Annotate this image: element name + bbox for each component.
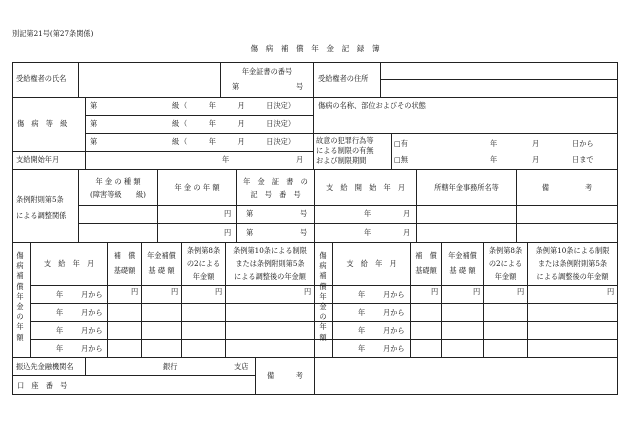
- left-r2-kara: 月から: [81, 308, 103, 317]
- grade-row3-dai: 第: [90, 137, 98, 146]
- left-col-art8-2: の2による: [186, 259, 221, 268]
- right-col-total-1: 年金補償: [448, 251, 477, 260]
- right-r1-nen: 年: [358, 290, 366, 299]
- start-tsuki: 月: [296, 155, 304, 164]
- left-col-total-1: 年金補償: [147, 251, 176, 260]
- left-r4-kara: 月から: [81, 344, 103, 353]
- adjust-r1-tsuki: 月: [403, 209, 411, 218]
- amount-side-label-left: 傷病補償年金の年額: [16, 251, 24, 342]
- adjust-r2-tsuki: 月: [403, 228, 411, 237]
- bank-ginko: 銀行: [163, 362, 178, 371]
- adjust-r2-go: 号: [300, 228, 308, 237]
- right-r3-kara: 月から: [383, 326, 405, 335]
- start-nen: 年: [222, 155, 230, 164]
- adjust-r1-yen: 円: [224, 209, 232, 218]
- adjust-r2-dai: 第: [246, 228, 254, 237]
- office-label: 所轄年金事務所名等: [434, 183, 499, 192]
- bank-remarks-label: 備 考: [267, 371, 303, 380]
- right-r2-nen: 年: [358, 308, 366, 317]
- left-col-art10-2: または条例附則第5条: [235, 259, 305, 268]
- left-r1-nen: 年: [56, 290, 64, 299]
- right-col-period: 支 給 年 月: [346, 259, 397, 268]
- left-r2-nen: 年: [56, 308, 64, 317]
- left-r1-yen-3: 円: [215, 287, 223, 296]
- recipient-name-field[interactable]: [79, 63, 219, 96]
- left-r1-kara: 月から: [81, 290, 103, 299]
- bank-shiten: 支店: [234, 362, 249, 371]
- cert-dai: 第: [232, 82, 240, 91]
- left-col-base-2: 基礎額: [113, 266, 136, 275]
- crime-label-1: 故意の犯罪行為等: [316, 136, 374, 145]
- left-r3-kara: 月から: [81, 326, 103, 335]
- left-r1-yen-1: 円: [131, 287, 139, 296]
- left-col-art10-1: 条例第10条による制限: [233, 246, 307, 255]
- left-col-total-2: 基 礎 額: [148, 266, 175, 275]
- right-r4-nen: 年: [358, 344, 366, 353]
- grade-row2-dai: 第: [90, 119, 98, 128]
- crime-from-nichi: 日から: [572, 139, 594, 148]
- right-col-art10-2: または条例附則第5条: [537, 259, 608, 268]
- form-number: 別記第21号(第27条関係): [12, 29, 94, 38]
- right-r1-yen-1: 円: [431, 287, 439, 296]
- left-r1-yen-4: 円: [304, 287, 312, 296]
- grade-row1-dai: 第: [90, 101, 98, 110]
- left-r3-nen: 年: [56, 326, 64, 335]
- adjust-r2-nen: 年: [364, 228, 372, 237]
- right-r4-kara: 月から: [383, 344, 405, 353]
- crime-no-checkbox[interactable]: □無: [394, 155, 408, 164]
- grade-row2-kyu: 級: [172, 119, 180, 128]
- cert-code-label-1: 年 金 証 書 の: [243, 177, 308, 186]
- adjust-remarks-label: 備 考: [541, 183, 593, 192]
- amount-side-label-right: 傷病補償年金の年額: [319, 251, 327, 342]
- injury-label: 傷病の名称、部位およびその状態: [318, 101, 426, 110]
- crime-label-2: による制限の有無: [316, 146, 374, 155]
- grade-row1-kyu: 級: [172, 101, 180, 110]
- grade-row3-date: （ 年 月 日決定）: [180, 137, 296, 146]
- right-r1-yen-3: 円: [517, 287, 525, 296]
- crime-label-3: および制限期間: [316, 156, 367, 165]
- right-col-art10-3: による調整後の年金額: [536, 272, 609, 281]
- right-col-art8-3: 年金額: [494, 272, 517, 281]
- adjust-start-label: 支 給 開 始 年 月: [325, 183, 406, 192]
- left-r4-nen: 年: [56, 344, 64, 353]
- bank-label: 振込先金融機関名: [16, 362, 74, 371]
- crime-from-nen: 年: [490, 139, 498, 148]
- adjust-r1-nen: 年: [364, 209, 372, 218]
- crime-yes-checkbox[interactable]: □有: [394, 139, 408, 148]
- adjust-r1-dai: 第: [246, 209, 254, 218]
- right-col-total-2: 基 礎 額: [449, 266, 476, 275]
- crime-to-nichi: 日まで: [572, 155, 594, 164]
- right-r3-nen: 年: [358, 326, 366, 335]
- recipient-name-label: 受給権者の氏名: [16, 74, 67, 83]
- right-r1-yen-4: 円: [607, 287, 615, 296]
- page-title: 傷 病 補 償 年 金 記 録 簿: [250, 44, 380, 53]
- right-r1-kara: 月から: [383, 290, 405, 299]
- left-col-period: 支 給 年 月: [43, 259, 95, 268]
- pension-type-label-1: 年 金 の 種 類: [95, 177, 141, 186]
- recipient-address-label: 受給権者の住所: [318, 74, 369, 83]
- right-r2-kara: 月から: [383, 308, 405, 317]
- grade-row2-date: （ 年 月 日決定）: [180, 119, 296, 128]
- pension-type-label-2: (障害等級 級): [90, 190, 146, 199]
- left-col-art10-3: による調整後の年金額: [234, 272, 306, 281]
- cert-number-label: 年金証書の番号: [241, 67, 293, 76]
- grade-row3-kyu: 級: [172, 137, 180, 146]
- crime-to-nen: 年: [490, 155, 498, 164]
- left-col-base-1: 補 償: [113, 251, 136, 260]
- start-label: 支給開始年月: [16, 155, 60, 164]
- adjust-r2-yen: 円: [224, 228, 232, 237]
- right-col-art8-1: 条例第8条: [488, 246, 523, 255]
- right-col-base-2: 基礎額: [415, 266, 437, 275]
- cert-code-label-2: 記 号 番 号: [250, 190, 301, 199]
- grade-label: 傷 病 等 級: [17, 119, 68, 128]
- pension-amount-label: 年 金 の 年 額: [174, 183, 220, 192]
- right-col-base-1: 補 償: [415, 251, 437, 260]
- crime-to-tsuki: 月: [532, 155, 540, 164]
- left-r1-yen-2: 円: [171, 287, 179, 296]
- left-col-art8-3: 年金額: [192, 272, 215, 281]
- adjust-label-2: による調整関係: [16, 211, 67, 220]
- right-col-art8-2: の2による: [488, 259, 523, 268]
- cert-go: 号: [296, 82, 304, 91]
- adjust-r1-go: 号: [300, 209, 308, 218]
- left-col-art8-1: 条例第8条: [186, 246, 221, 255]
- adjust-label-1: 条例附則第5条: [16, 195, 64, 204]
- right-r1-yen-2: 円: [473, 287, 481, 296]
- grade-row1-date: （ 年 月 日決定）: [180, 101, 296, 110]
- right-col-art10-1: 条例第10条による制限: [535, 246, 610, 255]
- crime-from-tsuki: 月: [532, 139, 540, 148]
- account-number-label: 口 座 番 号: [17, 381, 68, 390]
